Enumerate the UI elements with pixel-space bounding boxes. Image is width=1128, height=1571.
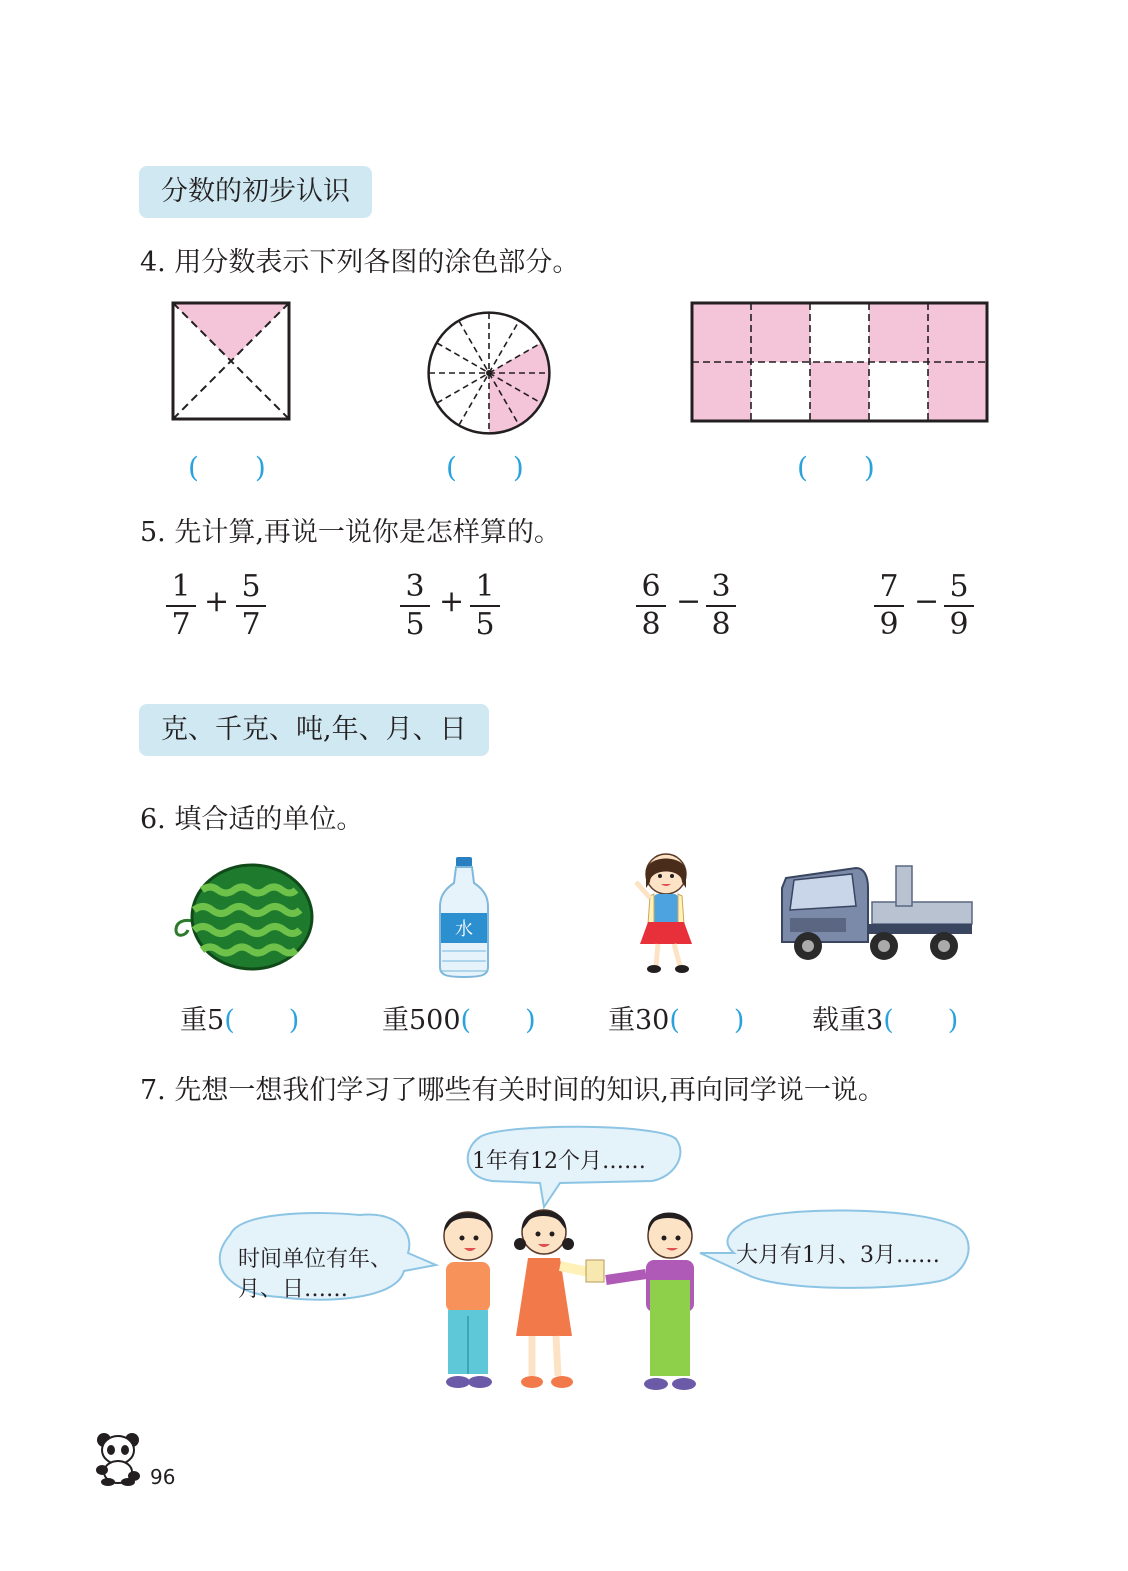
fraction: 3 8	[706, 570, 736, 642]
section-title-units: 克、千克、吨,年、月、日	[139, 704, 489, 756]
unit-item-water: 重500( )	[382, 1005, 536, 1036]
unit-item-watermelon: 重5( )	[180, 1005, 300, 1036]
water-bottle-image	[434, 855, 494, 980]
question-6: 6. 填合适的单位。	[140, 804, 364, 835]
circle-figure	[426, 310, 552, 436]
fraction: 1 5	[470, 570, 500, 642]
unit-item-truck: 载重3( )	[812, 1005, 959, 1036]
question-4: 4. 用分数表示下列各图的涂色部分。	[140, 247, 580, 278]
square-figure	[170, 300, 294, 424]
unit-answer-blank[interactable]: ( )	[883, 1005, 959, 1036]
unit-item-girl: 重30( )	[608, 1005, 745, 1036]
unit-answer-blank[interactable]: ( )	[669, 1005, 745, 1036]
question-5: 5. 先计算,再说一说你是怎样算的。	[140, 517, 561, 548]
three-children-image	[420, 1196, 720, 1412]
unit-answer-blank[interactable]: ( )	[224, 1005, 300, 1036]
question-7: 7. 先想一想我们学习了哪些有关时间的知识,再向同学说一说。	[140, 1075, 885, 1106]
fraction: 1 7	[166, 570, 196, 642]
girl-image	[624, 848, 704, 978]
fraction: 7 9	[874, 570, 904, 642]
unit-answer-blank[interactable]: ( )	[460, 1005, 536, 1036]
svg-text:水: 水	[455, 919, 473, 940]
truck-image	[776, 858, 976, 968]
bubble-right-text: 大月有1月、3月……	[736, 1243, 940, 1268]
watermelon-image	[166, 860, 316, 976]
fraction: 5 9	[944, 570, 974, 642]
fraction: 3 5	[400, 570, 430, 642]
panda-icon	[92, 1430, 144, 1486]
section-title-fractions: 分数的初步认识	[139, 166, 372, 218]
bubble-center-text: 1年有12个月……	[472, 1149, 646, 1174]
operator: −	[676, 584, 702, 619]
bubble-left-text-line1: 时间单位有年、	[238, 1247, 393, 1272]
page-number: 96	[150, 1465, 176, 1489]
answer-blank-rectangle[interactable]: ( )	[797, 451, 875, 484]
answer-blank-square[interactable]: ( )	[188, 451, 266, 484]
fraction: 5 7	[236, 570, 266, 642]
operator: +	[439, 584, 465, 619]
bubble-left-text-line2: 月、日……	[238, 1277, 349, 1302]
operator: +	[204, 584, 230, 619]
operator: −	[914, 584, 940, 619]
rectangle-grid-figure	[690, 301, 990, 425]
fraction: 6 8	[636, 570, 666, 642]
answer-blank-circle[interactable]: ( )	[446, 451, 524, 484]
